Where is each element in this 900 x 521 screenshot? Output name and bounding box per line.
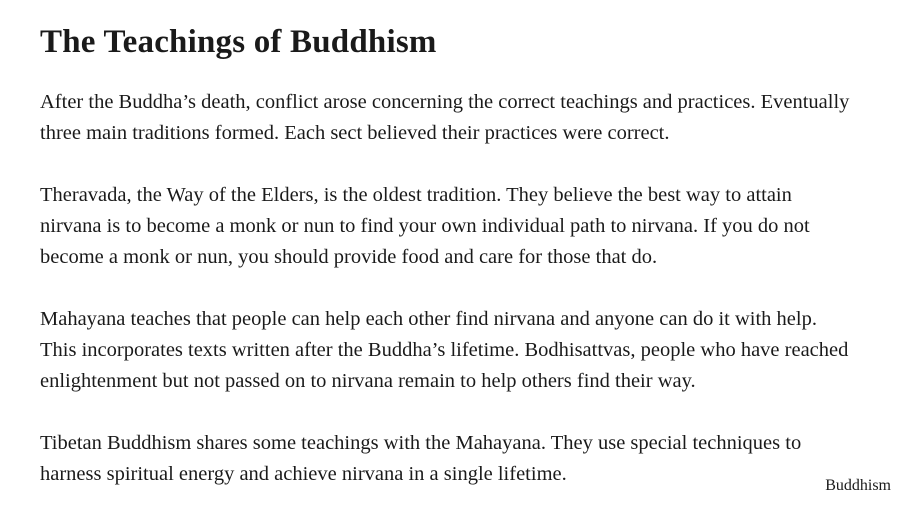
paragraph-theravada: Theravada, the Way of the Elders, is the oldest tradition. They believe the best way to attain nirvana is to become a monk or nun to find your own individual path to nirvana. If you do not become a monk or nun, you should provide food and care for those that do. xyxy=(40,184,810,268)
paragraph-aftermath: After the Buddha’s death, conflict arose concerning the correct teachings and practices. Eventually three main traditions formed. Each sect believed their practices were correct. xyxy=(40,91,850,144)
footer-label: Buddhism xyxy=(825,477,891,494)
paragraph-tibetan: Tibetan Buddhism shares some teachings with the Mahayana. They use special techniques to harness spiritual energy and achieve nirvana in a single lifetime. xyxy=(40,432,802,485)
slide-title: The Teachings of Buddhism xyxy=(40,24,437,60)
paragraph-mahayana: Mahayana teaches that people can help each other find nirvana and anyone can do it with help. This incorporates texts written after the Buddha’s lifetime. Bodhisattvas, people who have reached enlightenment but not passed on to nirvana remain to help others find their way. xyxy=(40,308,849,392)
slide-body xyxy=(40,87,855,521)
